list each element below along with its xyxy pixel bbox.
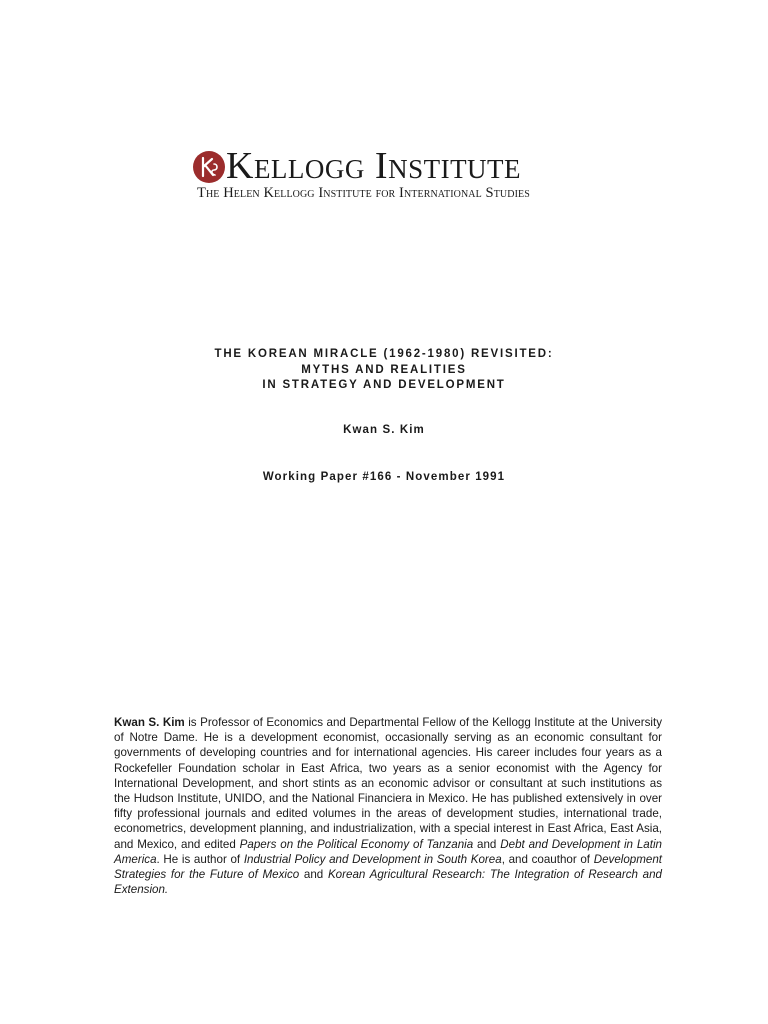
bio-book-title: Korean Agricultural Research: The Integration of Research and Extension. — [114, 868, 662, 897]
bio-text: and — [299, 868, 328, 882]
paper-title — [0, 347, 768, 394]
bio-text: and — [473, 837, 501, 851]
paper-title-line: IN STRATEGY AND DEVELOPMENT — [262, 379, 506, 391]
bio-author-name: Kwan S. Kim — [114, 716, 185, 729]
bio-text: , and coauthor of — [501, 852, 594, 866]
bio-book-title: Debt and Development in Latin America — [114, 837, 663, 866]
kellogg-emblem-icon — [192, 150, 226, 184]
bio-book-title: Development Strategies for the Future of Mexico — [114, 852, 663, 882]
author-bio — [114, 715, 662, 897]
paper-author: Kwan S. Kim — [343, 424, 425, 436]
bio-book-title: Industrial Policy and Development in South Korea — [243, 852, 502, 866]
bio-text: . He is author of — [156, 852, 244, 866]
kellogg-institute-logo — [192, 144, 592, 204]
logo-title: Kellogg Institute — [226, 145, 522, 187]
bio-text: is Professor of Economics and Departmental Fellow of the Kellogg Institute at the University of Notre Dame. He is a development economist, occasionally serving as an economic consultant for governments of developing countries and for international agencies. His career includes four years as a Rockefeller Foundation scholar in East Africa, two years as a senior economist with the Agency for International Development, and short stints as an economic advisor or consultant at such institutions as the Hudson Institute, UNIDO, and the National Financiera in Mexico. He has published extensively in over fifty professional journals and edited volumes in the areas of development studies, international trade, econometrics, development planning, and industrialization, with a special interest in East Africa, East Asia, and Mexico, and edited — [114, 716, 662, 851]
bio-book-title: Papers on the Political Economy of Tanzania — [239, 837, 474, 851]
working-paper-number: Working Paper #166 - November 1991 — [262, 471, 506, 483]
logo-subtitle: The Helen Kellogg Institute for International Studies — [197, 185, 530, 201]
paper-title-line: THE KOREAN MIRACLE (1962-1980) REVISITED: — [214, 348, 554, 360]
paper-title-line: MYTHS AND REALITIES — [301, 363, 467, 376]
